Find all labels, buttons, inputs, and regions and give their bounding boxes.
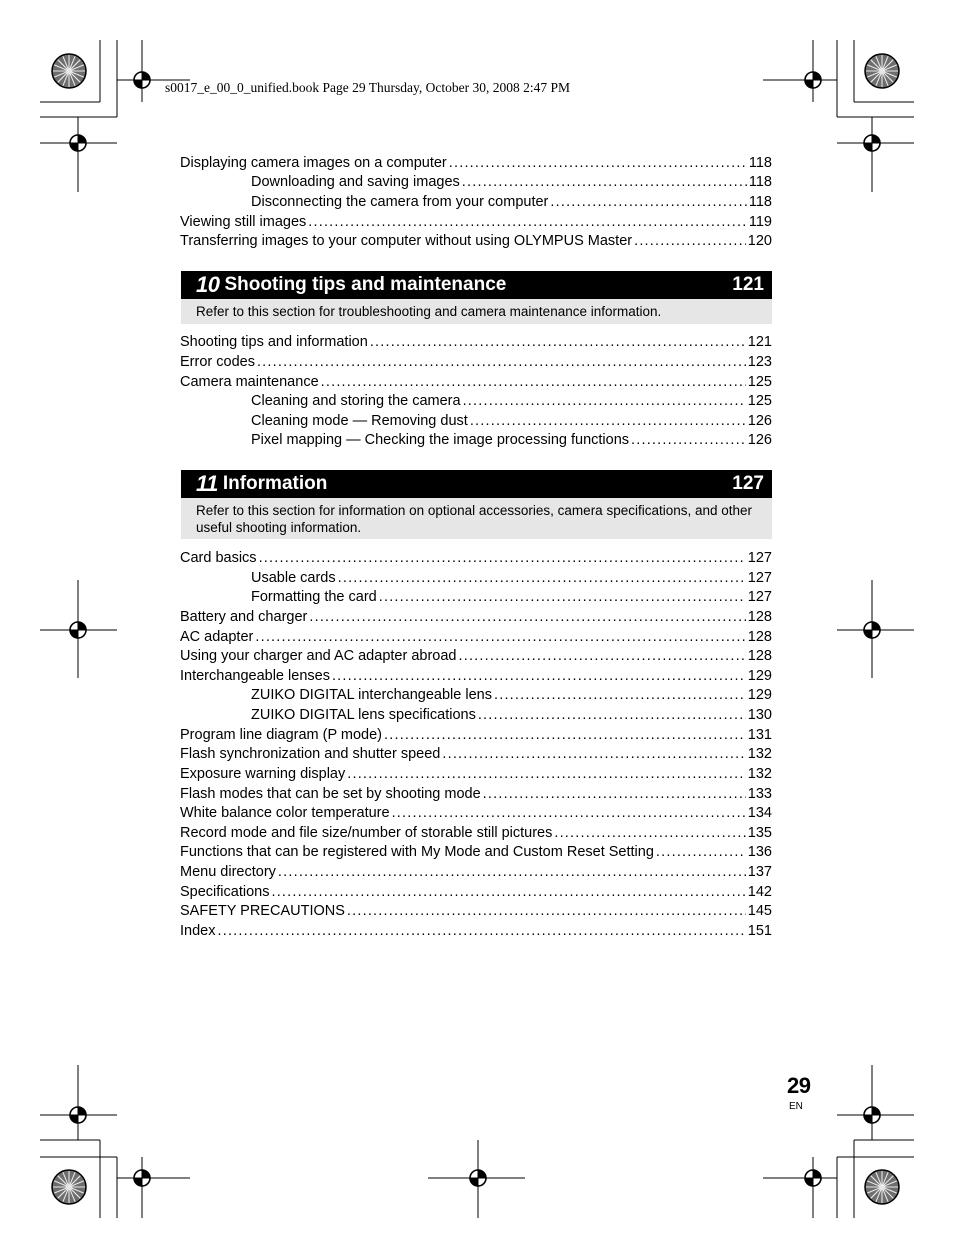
toc-entry[interactable]: Exposure warning display ..... 132 bbox=[180, 765, 772, 784]
toc-entry[interactable]: Flash synchronization and shutter speed ..... 132 bbox=[180, 745, 772, 764]
toc-entry[interactable]: Cleaning mode — Removing dust ..... 126 bbox=[251, 412, 772, 431]
toc-entry[interactable]: Menu directory ..... 137 bbox=[180, 863, 772, 882]
toc-entry[interactable]: Formatting the card ..... 127 bbox=[251, 588, 772, 607]
toc-entry[interactable]: Pixel mapping — Checking the image processing functions ..... 126 bbox=[251, 431, 772, 450]
toc-entry[interactable]: AC adapter ..... 128 bbox=[180, 628, 772, 647]
section-10-description: Refer to this section for troubleshooting and camera maintenance information. bbox=[181, 299, 772, 324]
toc-entry[interactable]: SAFETY PRECAUTIONS ..... 145 bbox=[180, 902, 772, 921]
toc-entry[interactable]: Disconnecting the camera from your computer ..... 118 bbox=[251, 193, 772, 212]
section-11-description: Refer to this section for information on optional accessories, camera specifications, and other useful shooting information. bbox=[181, 498, 772, 539]
section-10-header[interactable] bbox=[181, 271, 772, 299]
language-code: EN bbox=[789, 1101, 803, 1112]
toc-entry[interactable]: Flash modes that can be set by shooting mode ..... 133 bbox=[180, 785, 772, 804]
toc-entry[interactable]: Battery and charger ..... 128 bbox=[180, 608, 772, 627]
toc-entry[interactable]: Shooting tips and information ..... 121 bbox=[180, 333, 772, 352]
toc-entry[interactable]: Viewing still images ..... 119 bbox=[180, 213, 772, 232]
toc-entry[interactable]: Index ..... 151 bbox=[180, 922, 772, 941]
toc-entry[interactable]: Functions that can be registered with My Mode and Custom Reset Setting ..... 136 bbox=[180, 843, 772, 862]
page-number: 29 bbox=[787, 1073, 811, 1098]
section-number: 11 bbox=[196, 471, 218, 496]
toc-entry[interactable]: ZUIKO DIGITAL interchangeable lens ..... 129 bbox=[251, 686, 772, 705]
section-title: Information bbox=[222, 473, 328, 494]
section-page: 121 bbox=[732, 274, 764, 295]
toc-entry[interactable]: Camera maintenance ..... 125 bbox=[180, 373, 772, 392]
toc-entry[interactable]: White balance color temperature ..... 134 bbox=[180, 804, 772, 823]
toc-entry[interactable]: Card basics ..... 127 bbox=[180, 549, 772, 568]
toc-entry[interactable]: Interchangeable lenses ..... 129 bbox=[180, 667, 772, 686]
toc-entry[interactable]: Transferring images to your computer without using OLYMPUS Master ..... 120 bbox=[180, 232, 772, 251]
toc-entry[interactable]: Program line diagram (P mode) ..... 131 bbox=[180, 726, 772, 745]
toc-entry[interactable]: ZUIKO DIGITAL lens specifications ..... 130 bbox=[251, 706, 772, 725]
toc-entry[interactable]: Usable cards ..... 127 bbox=[251, 569, 772, 588]
print-slug: s0017_e_00_0_unified.book Page 29 Thursday, October 30, 2008 2:47 PM bbox=[165, 80, 570, 95]
toc-entry[interactable]: Displaying camera images on a computer ..... 118 bbox=[180, 154, 772, 173]
section-page: 127 bbox=[732, 473, 764, 494]
toc-entry[interactable]: Specifications ..... 142 bbox=[180, 883, 772, 902]
section-title: Shooting tips and maintenance bbox=[224, 274, 507, 295]
section-11-header[interactable] bbox=[181, 470, 772, 498]
toc-entry[interactable]: Record mode and file size/number of storable still pictures ..... 135 bbox=[180, 824, 772, 843]
section-number: 10 bbox=[196, 272, 220, 297]
toc-entry[interactable]: Using your charger and AC adapter abroad ..... 128 bbox=[180, 647, 772, 666]
toc-entry[interactable]: Error codes ..... 123 bbox=[180, 353, 772, 372]
toc-entry[interactable]: Downloading and saving images ..... 118 bbox=[251, 173, 772, 192]
toc-entry[interactable]: Cleaning and storing the camera ..... 125 bbox=[251, 392, 772, 411]
